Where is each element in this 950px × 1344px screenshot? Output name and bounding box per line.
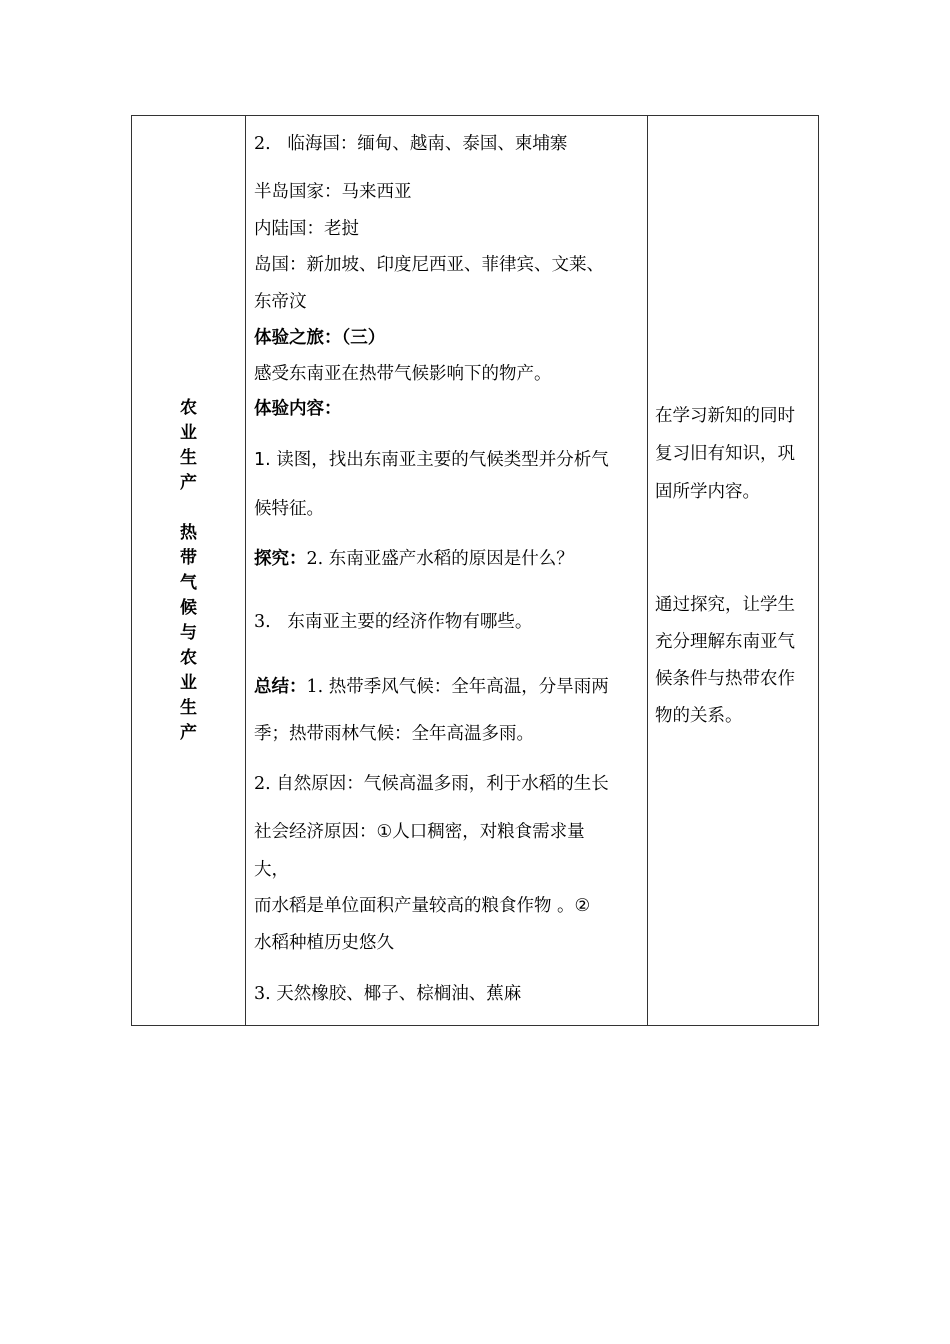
title-char: 农	[180, 398, 197, 418]
title-char: 生	[180, 448, 197, 468]
social-reason-line-cont: 大，	[254, 860, 289, 880]
peninsula-countries-line: 半岛国家：马来西亚	[254, 182, 412, 202]
coastal-countries-line: 2. 临海国：缅甸、越南、泰国、柬埔寨	[254, 134, 568, 154]
task-1-line: 1. 读图，找出东南亚主要的气候类型并分析气	[254, 450, 609, 470]
island-countries-line-cont: 东帝汶	[254, 292, 307, 312]
note-1-line: 在学习新知的同时	[655, 406, 795, 426]
section-title-column	[132, 396, 245, 746]
rice-history-line: 水稻种植历史悠久	[254, 933, 394, 953]
column-divider-1	[245, 116, 246, 1025]
column-divider-2	[647, 116, 648, 1025]
title-char: 候	[180, 598, 197, 618]
title-char: 业	[180, 423, 197, 443]
summary-line: 总结：1. 热带季风气候：全年高温，分旱雨两	[254, 677, 609, 697]
question-3: 3. 东南亚主要的经济作物有哪些。	[254, 612, 533, 632]
note-2-line: 候条件与热带农作	[655, 669, 795, 689]
title-char: 产	[180, 473, 197, 493]
experience-content-heading: 体验内容：	[254, 399, 342, 419]
title-char: 产	[180, 723, 197, 743]
title-char: 生	[180, 698, 197, 718]
title-char: 气	[180, 573, 197, 593]
cash-crops-line: 3. 天然橡胶、椰子、棕榈油、蕉麻	[254, 984, 522, 1004]
natural-reason-line: 2. 自然原因：气候高温多雨，利于水稻的生长	[254, 774, 609, 794]
note-1-line: 复习旧有知识，巩	[655, 444, 795, 464]
lesson-table	[131, 115, 819, 1026]
note-2-line: 充分理解东南亚气	[655, 632, 795, 652]
rice-yield-line: 而水稻是单位面积产量较高的粮食作物 。②	[254, 896, 591, 916]
social-reason-line: 社会经济原因：①人口稠密，对粮食需求量	[254, 822, 585, 842]
title-char: 业	[180, 673, 197, 693]
title-char: 带	[180, 548, 197, 568]
note-1-line: 固所学内容。	[655, 482, 760, 502]
experience-journey-heading: 体验之旅：（三）	[254, 328, 386, 348]
title-char: 热	[180, 523, 197, 543]
note-2-line: 物的关系。	[655, 706, 743, 726]
landlocked-country-line: 内陆国：老挝	[254, 219, 359, 239]
task-1-line-cont: 候特征。	[254, 499, 324, 519]
title-char: 农	[180, 648, 197, 668]
experience-intro: 感受东南亚在热带气候影响下的物产。	[254, 364, 552, 384]
explore-question: 探究：2. 东南亚盛产水稻的原因是什么？	[254, 549, 574, 569]
title-char: 与	[180, 623, 197, 643]
note-2-line: 通过探究，让学生	[655, 595, 795, 615]
island-countries-line: 岛国：新加坡、印度尼西亚、菲律宾、文莱、	[254, 255, 604, 275]
summary-line-cont: 季；热带雨林气候：全年高温多雨。	[254, 724, 534, 744]
